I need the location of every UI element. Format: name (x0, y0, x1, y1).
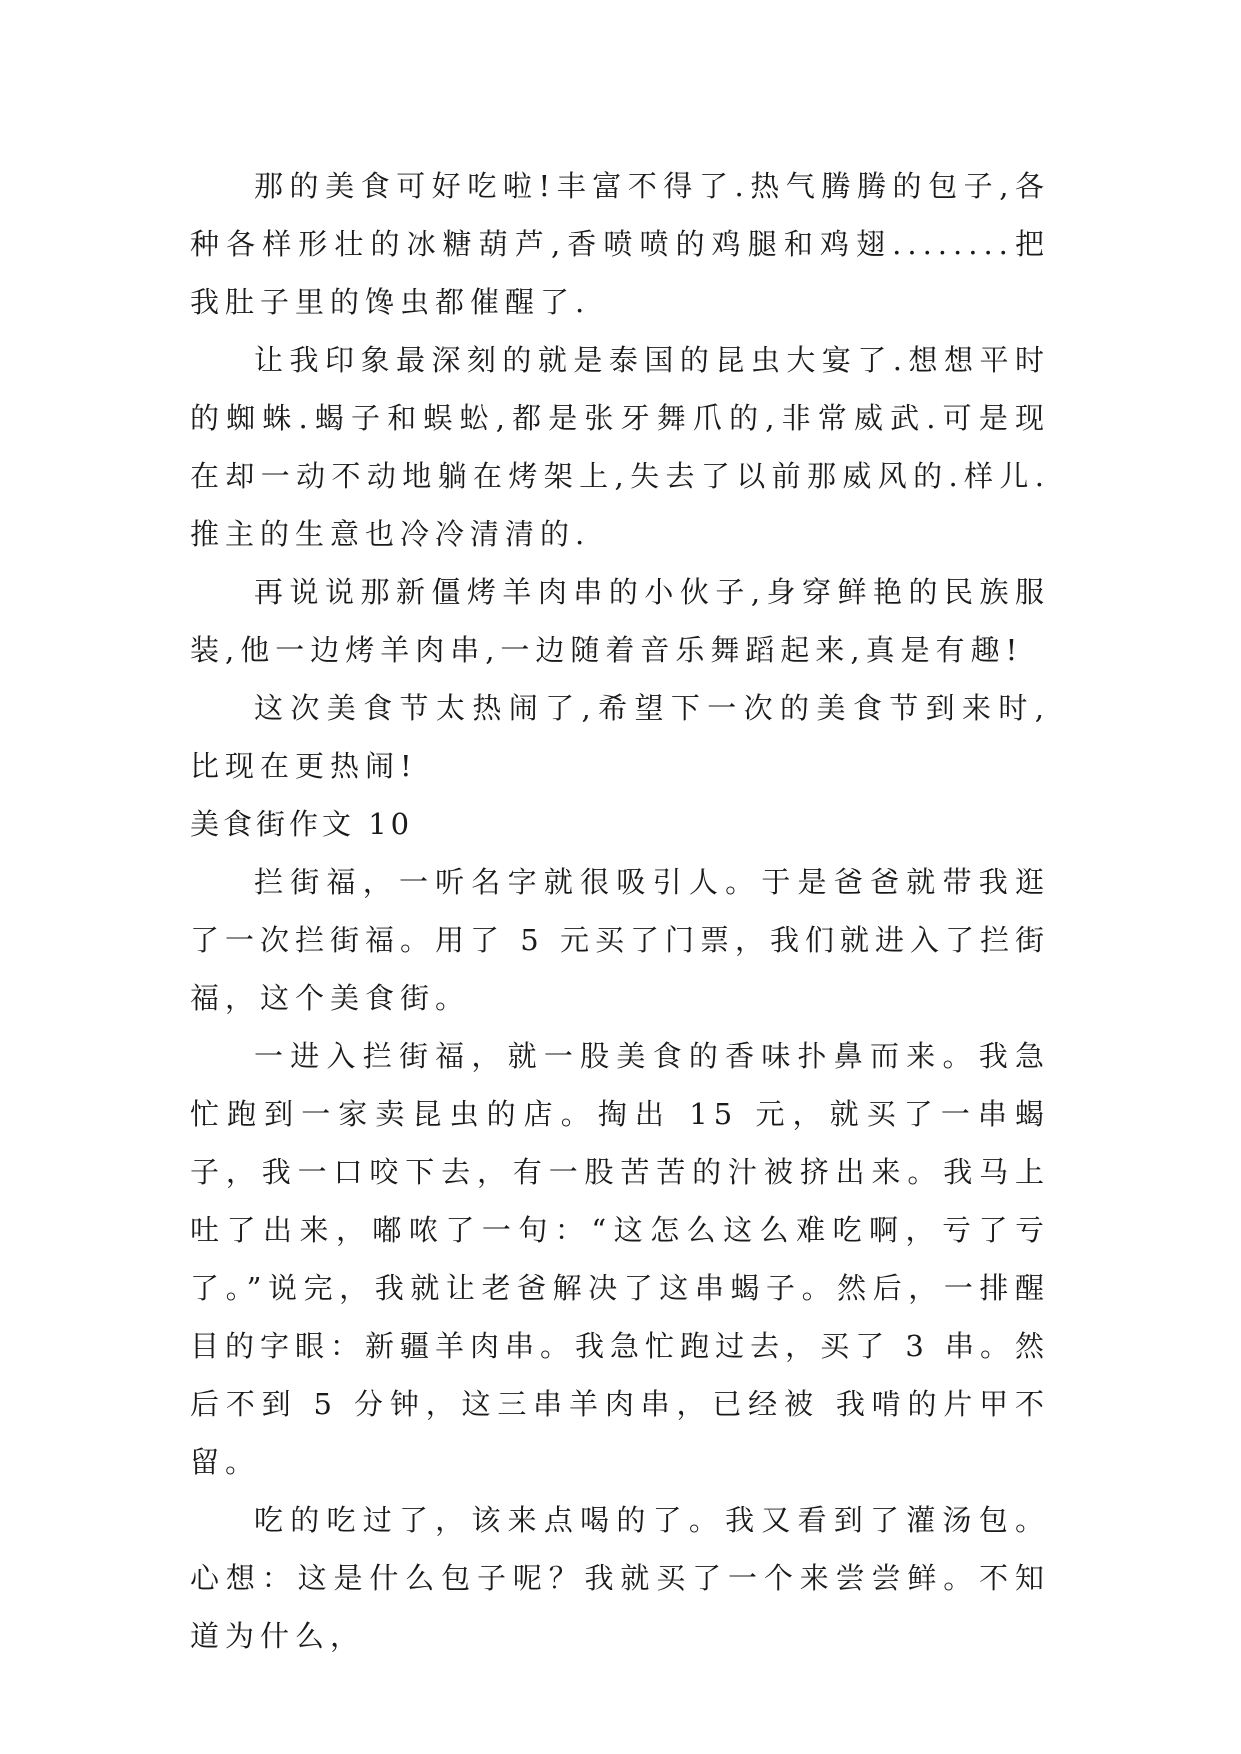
paragraph: 那的美食可好吃啦!丰富不得了.热气腾腾的包子,各种各样形壮的冰糖葫芦,香喷喷的鸡腿和鸡翅........把我肚子里的馋虫都催醒了. (190, 169, 1050, 319)
document-body (190, 157, 1050, 1665)
section-title: 美食街作文 10 (190, 807, 414, 841)
paragraph: 让我印象最深刻的就是泰国的昆虫大宴了.想想平时的蜘蛛.蝎子和蜈蚣,都是张牙舞爪的,非常威武.可是现在却一动不动地躺在烤架上,失去了以前那威风的.样儿.推主的生意也冷冷清清的. (190, 343, 1050, 551)
paragraph: 再说说那新僵烤羊肉串的小伙子,身穿鲜艳的民族服装,他一边烤羊肉串,一边随着音乐舞蹈起来,真是有趣! (190, 575, 1050, 667)
paragraph: 吃的吃过了，该来点喝的了。我又看到了灌汤包。心想：这是什么包子呢？我就买了一个来尝尝鲜。不知道为什么， (190, 1503, 1050, 1653)
paragraph: 拦街福，一听名字就很吸引人。于是爸爸就带我逛了一次拦街福。用了 5 元买了门票，我们就进入了拦街福，这个美食街。 (190, 865, 1050, 1015)
paragraph: 这次美食节太热闹了,希望下一次的美食节到来时,比现在更热闹! (190, 691, 1050, 783)
paragraph: 一进入拦街福，就一股美食的香味扑鼻而来。我急忙跑到一家卖昆虫的店。掏出 15 元，就买了一串蝎子，我一口咬下去，有一股苦苦的汁被挤出来。我马上吐了出来，嘟哝了一句：“这怎么这么难吃啊，亏了亏了。”说完，我就让老爸解决了这串蝎子。然后，一排醒目的字眼：新疆羊肉串。我急忙跑过去，买了 3 串。然后不到 5 分钟，这三串羊肉串，已经被 我啃的片甲不留。 (190, 1039, 1050, 1479)
